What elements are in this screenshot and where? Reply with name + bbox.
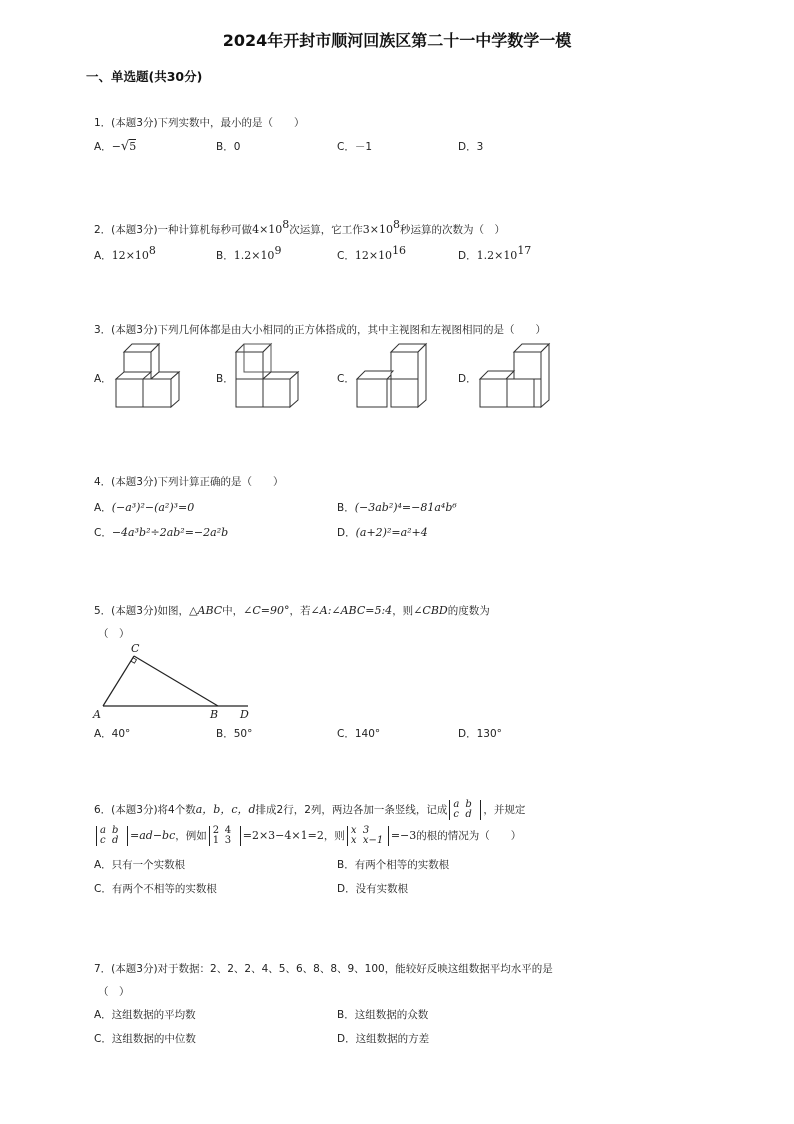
option-b: B．0 bbox=[216, 141, 241, 153]
option-d: D．没有实数根 bbox=[337, 883, 409, 895]
side-cb bbox=[134, 656, 218, 706]
question-stem: 2．(本题3分)一种计算机每秒可做$4\times 10^8$次运算，它工作$3\times 10^8$秒运算的次数为（ ） bbox=[94, 218, 505, 236]
option-c: C．有两个不相等的实数根 bbox=[94, 883, 217, 895]
cube-figure-b bbox=[232, 340, 304, 416]
option-d: D．(a+2)²=a²+4 bbox=[337, 526, 428, 539]
option-b-label: B． bbox=[216, 373, 234, 385]
question-stem-line2: a b c d =ad−bc，例如 2 4 1 3 =2×3−4×1=2，则 x 3 x x−1 =−3的根的情况为（ ） bbox=[94, 826, 521, 846]
option-c-label: C． bbox=[337, 373, 355, 385]
math-expression: (a+2)²=a²+4 bbox=[355, 526, 428, 539]
option-label: A． bbox=[94, 141, 112, 153]
option-d: D．130° bbox=[458, 728, 502, 740]
option-b: B．有两个相等的实数根 bbox=[337, 859, 450, 871]
option-a-label: A． bbox=[94, 373, 112, 385]
option-a: A．只有一个实数根 bbox=[94, 859, 186, 871]
cube-figure-c bbox=[353, 340, 433, 416]
question-stem: 3．(本题3分)下列几何体都是由大小相同的正方体搭成的，其中主视图和左视图相同的是（ ） bbox=[94, 324, 547, 336]
answer-paren: （ ） bbox=[98, 628, 130, 640]
option-b: B．(−3ab²)⁴=−81a⁴b⁶ bbox=[337, 501, 457, 514]
math-expression: (−a³)²−(a²)³=0 bbox=[111, 501, 195, 514]
cube-figure-a bbox=[112, 340, 184, 416]
question-stem-line1: 6．(本题3分)将4个数a，b，c，d排成2行，2列，两边各加一条竖线，记成 a b c d ，并规定 bbox=[94, 799, 526, 820]
math-expression: (−3ab²)⁴=−81a⁴b⁶ bbox=[354, 501, 457, 514]
section-heading: 一、单选题(共30分) bbox=[86, 69, 203, 84]
math-expression: −4a³b²÷2ab²=−2a²b bbox=[111, 526, 229, 539]
radicand: 5 bbox=[129, 140, 137, 153]
cube-figure-d bbox=[474, 340, 554, 416]
option-b: B．50° bbox=[216, 728, 253, 740]
option-d-label: D． bbox=[458, 373, 477, 385]
option-a bbox=[94, 139, 136, 154]
minus-sign: − bbox=[111, 140, 121, 153]
option-d: D．3 bbox=[458, 141, 484, 153]
determinant-notation: a b c d bbox=[449, 800, 481, 820]
option-c: C．140° bbox=[337, 728, 381, 740]
label-c: C bbox=[131, 642, 140, 655]
question-stem: 5．(本题3分)如图，△ABC中，∠C=90°，若∠A:∠ABC=5:4，则∠CBD的度数为 bbox=[94, 604, 490, 617]
label-b: B bbox=[210, 708, 219, 721]
label-a: A bbox=[93, 708, 101, 721]
option-a: A．(−a³)²−(a²)³=0 bbox=[94, 501, 195, 514]
determinant-definition: a b c d bbox=[96, 826, 128, 846]
triangle-figure bbox=[90, 640, 260, 724]
option-c: C．－1 bbox=[337, 141, 373, 153]
option-a: A．$12\times 10^8$ bbox=[94, 244, 156, 262]
answer-paren: （ ） bbox=[98, 986, 130, 998]
radical-icon: √ bbox=[120, 139, 130, 154]
determinant-equation: x 3 x x−1 bbox=[347, 826, 389, 846]
option-d: D．$1.2\times 10^{17}$ bbox=[458, 244, 532, 262]
option-a: A．40° bbox=[94, 728, 131, 740]
option-b: B．这组数据的众数 bbox=[337, 1009, 429, 1021]
option-a: A．这组数据的平均数 bbox=[94, 1009, 196, 1021]
option-c: C．−4a³b²÷2ab²=−2a²b bbox=[94, 526, 229, 539]
option-c: C．这组数据的中位数 bbox=[94, 1033, 196, 1045]
question-stem: 1．(本题3分)下列实数中，最小的是（ ） bbox=[94, 117, 305, 129]
question-stem: 4．(本题3分)下列计算正确的是（ ） bbox=[94, 476, 284, 488]
side-ac bbox=[103, 656, 134, 706]
option-b: B．$1.2\times 10^9$ bbox=[216, 244, 282, 262]
question-stem: 7．(本题3分)对于数据：2、2、2、4、5、6、8、8、9、100，能较好反映这组数据平均水平的是 bbox=[94, 963, 553, 975]
determinant-example: 2 4 1 3 bbox=[209, 826, 241, 846]
option-d: D．这组数据的方差 bbox=[337, 1033, 430, 1045]
page-title: 2024年开封市顺河回族区第二十一中学数学一模 bbox=[222, 31, 572, 50]
label-d: D bbox=[240, 708, 249, 721]
option-c: C．$12\times 10^{16}$ bbox=[337, 244, 407, 262]
